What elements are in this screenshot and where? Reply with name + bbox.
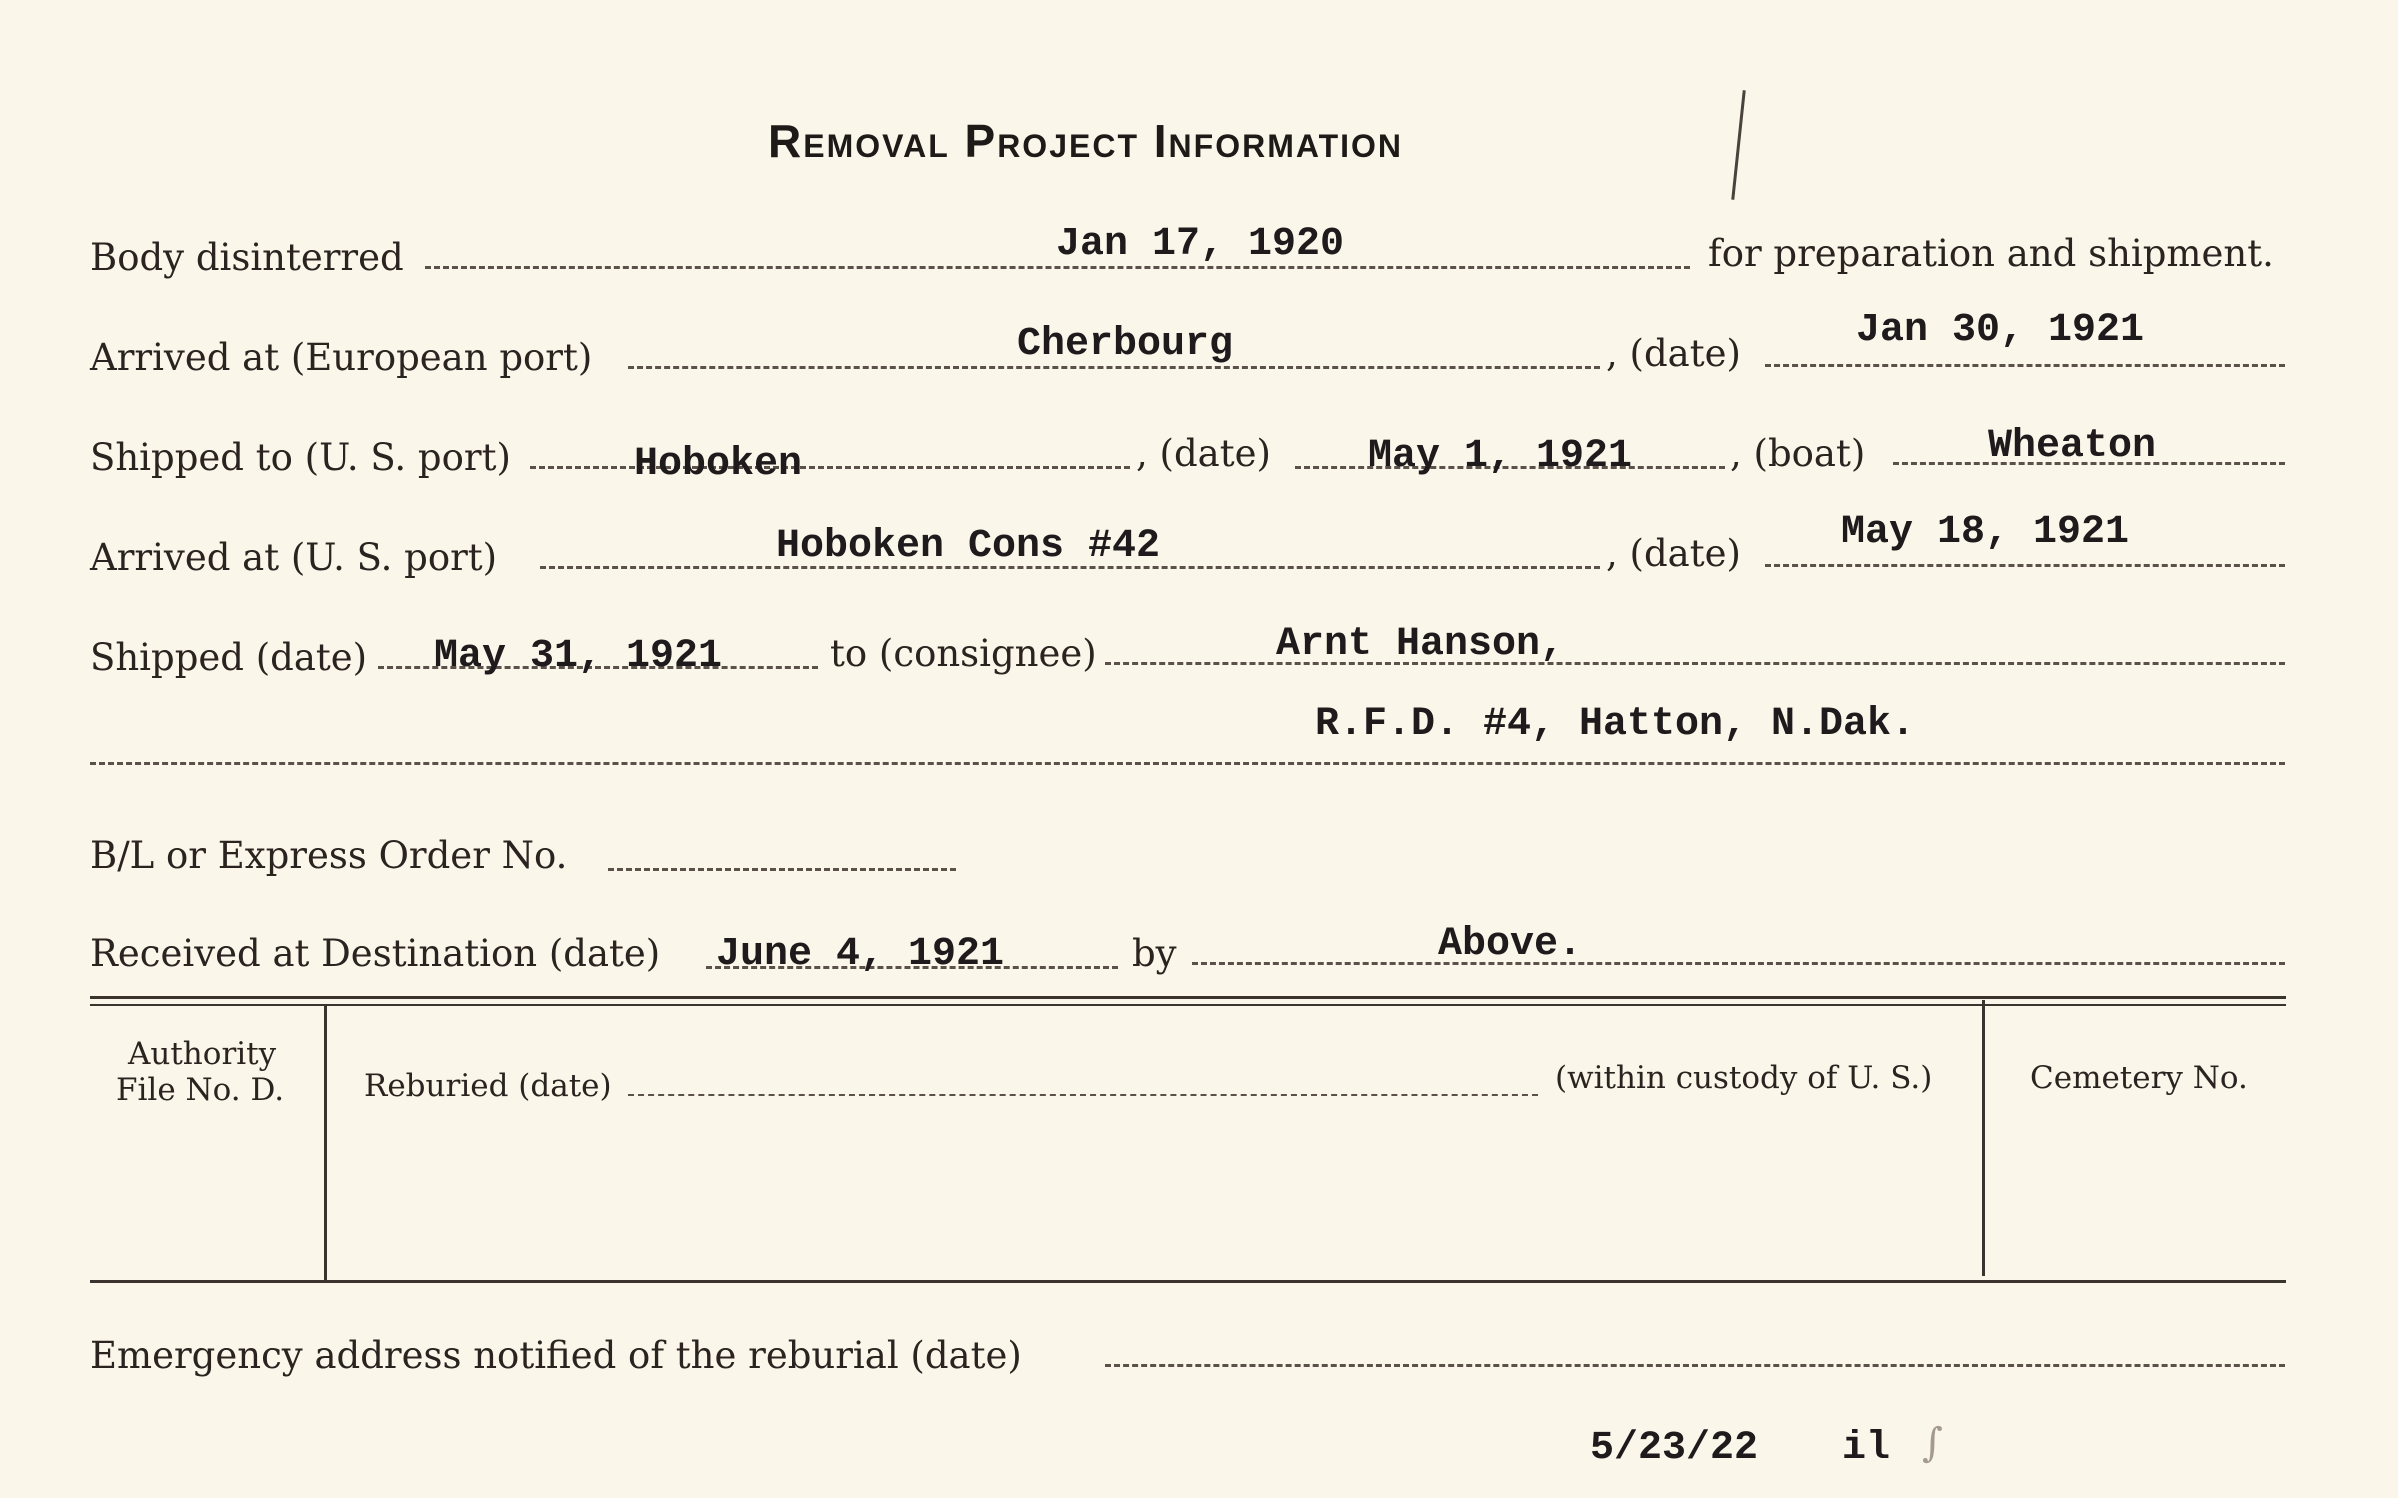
box-top-rule <box>90 996 2286 999</box>
cemetery-no-label: Cemetery No. <box>2030 1060 2248 1096</box>
shipped-date-value: May 1, 1921 <box>1367 434 1633 479</box>
reburied-line <box>628 1094 1538 1096</box>
arrived-date-label: , (date) <box>1606 532 1741 575</box>
received-date-value: June 4, 1921 <box>715 932 1005 977</box>
bl-order-line <box>608 868 956 871</box>
within-custody-label: (within custody of U. S.) <box>1555 1060 1933 1096</box>
shipped-on-value: May 31, 1921 <box>433 634 723 679</box>
european-date-value: Jan 30, 1921 <box>1855 308 2145 353</box>
disinterred-date-value: Jan 17, 1920 <box>1055 222 1345 267</box>
box-bottom-rule <box>90 1280 2286 1283</box>
us-port-shipped-line <box>530 466 1130 469</box>
box-top-rule-2 <box>90 1004 2286 1006</box>
pencil-mark <box>1731 90 1745 200</box>
box-divider-right <box>1982 1000 1985 1276</box>
bl-order-label: B/L or Express Order No. <box>90 834 568 877</box>
european-date-line <box>1765 364 2285 367</box>
emergency-line <box>1105 1364 2285 1367</box>
stamp-initials-value: il <box>1842 1426 1891 1471</box>
consignee-value: Arnt Hanson, <box>1275 622 1565 667</box>
received-by-line <box>1192 962 2285 965</box>
arrived-us-label: Arrived at (U. S. port) <box>90 536 498 579</box>
received-by-label: by <box>1132 932 1177 975</box>
us-port-shipped-value: Hoboken <box>633 442 803 487</box>
card-title: Removal Project Information <box>768 115 1404 167</box>
boat-label: , (boat) <box>1730 432 1866 475</box>
shipped-on-label: Shipped (date) <box>90 636 368 679</box>
reburied-label: Reburied (date) <box>364 1068 612 1104</box>
boat-value: Wheaton <box>1987 424 2157 469</box>
pencil-initials: ∫ <box>1922 1420 1943 1466</box>
stamp-date-value: 5/23/22 <box>1590 1426 1759 1471</box>
arrived-date-value: May 18, 1921 <box>1840 510 2130 555</box>
consignee-address-value: R.F.D. #4, Hatton, N.Dak. <box>1314 702 1916 747</box>
arrived-european-label: Arrived at (European port) <box>90 336 593 379</box>
shipped-date-label: , (date) <box>1136 432 1271 475</box>
received-by-value: Above. <box>1437 922 1583 967</box>
address-line <box>90 762 2285 765</box>
consignee-label: to (consignee) <box>830 632 1097 675</box>
emergency-label: Emergency address notified of the reburial (date) <box>90 1334 1022 1377</box>
box-divider-left <box>324 1006 327 1282</box>
european-port-value: Cherbourg <box>1016 322 1234 367</box>
received-dest-label: Received at Destination (date) <box>90 932 661 975</box>
us-port-arrived-value: Hoboken Cons #42 <box>775 524 1161 569</box>
body-disinterred-label: Body disinterred <box>90 236 404 279</box>
european-date-label: , (date) <box>1606 332 1741 375</box>
authority-label-line1: Authority <box>128 1036 277 1072</box>
authority-label-line2: File No. D. <box>116 1072 285 1108</box>
arrived-date-line <box>1765 564 2285 567</box>
shipped-to-us-label: Shipped to (U. S. port) <box>90 436 511 479</box>
for-preparation-label: for preparation and shipment. <box>1708 232 2274 275</box>
